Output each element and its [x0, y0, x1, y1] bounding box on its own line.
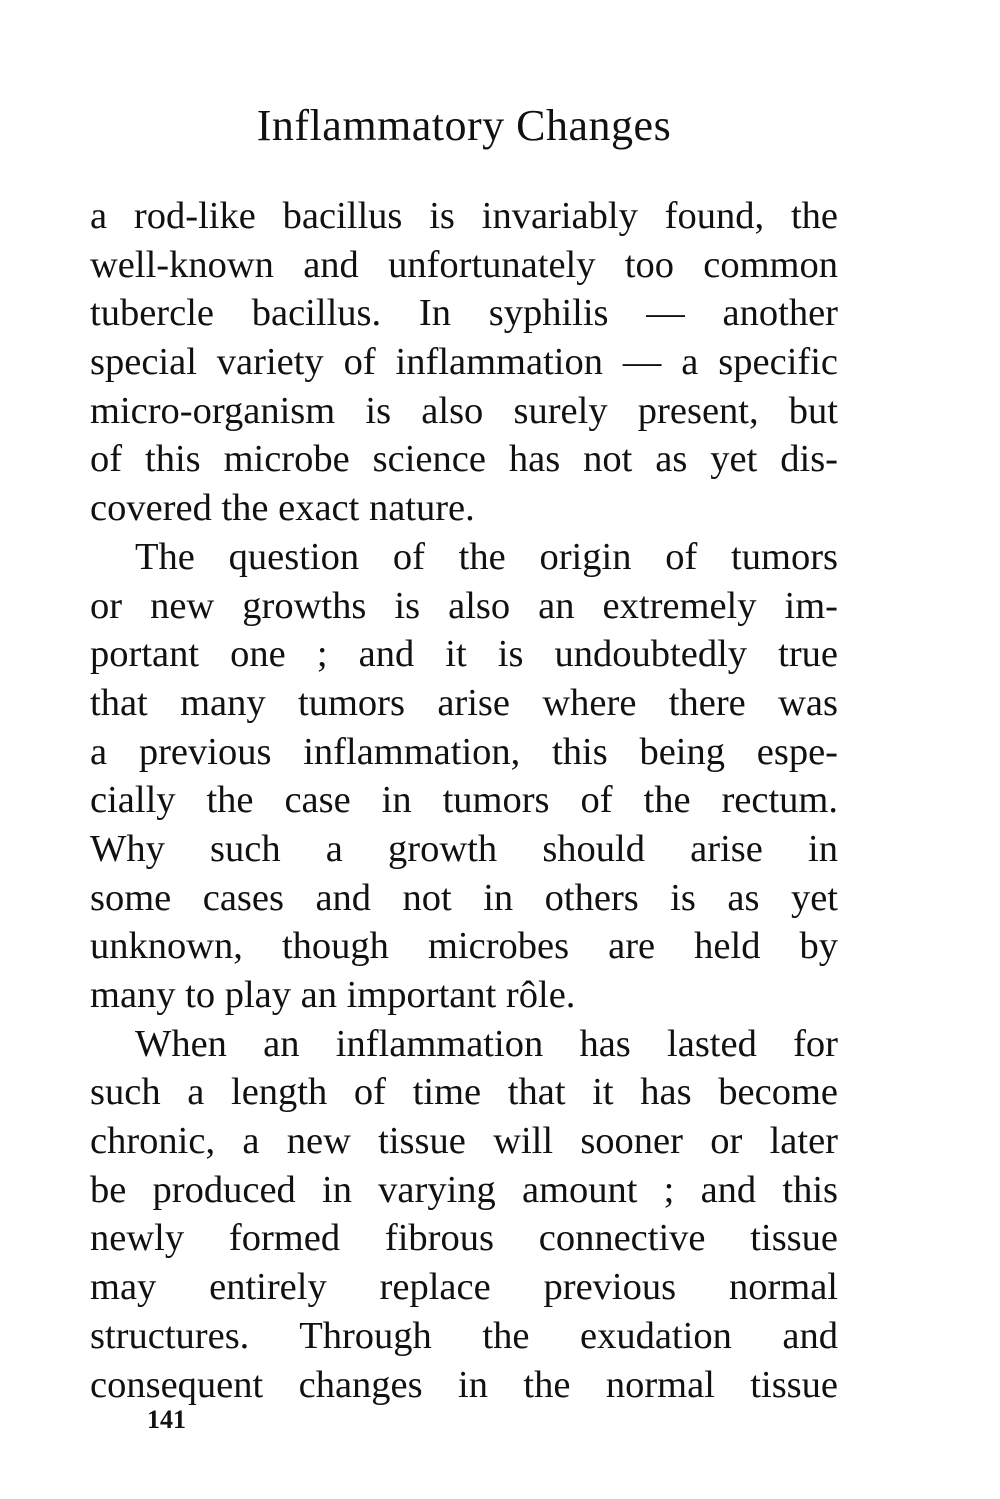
text-line: consequent changes in the normal tissue [90, 1363, 838, 1406]
text-line: cially the case in tumors of the rectum. [90, 779, 838, 822]
text-line: well-known and unfortunately too common [90, 243, 838, 286]
text-line: structures. Through the exudation and [90, 1314, 838, 1357]
text-line: portant one ; and it is undoubtedly true [90, 633, 838, 676]
text-line: may entirely replace previous normal [90, 1266, 838, 1309]
text-line: a rod-like bacillus is invariably found, the [90, 195, 838, 237]
text-line: micro-organism is also surely present, but [90, 389, 838, 432]
text-line: chronic, a new tissue will sooner or later [90, 1120, 838, 1163]
page-number: 141 [147, 1405, 186, 1434]
body-text [90, 192, 838, 1409]
text-line: of this microbe science has not as yet dis- [90, 438, 838, 481]
text-line: be produced in varying amount ; and this [90, 1168, 838, 1211]
paragraph-start-line: When an inflammation has lasted for [135, 1022, 838, 1065]
text-line: covered the exact nature. [90, 487, 475, 530]
text-line: many to play an important rôle. [90, 974, 576, 1016]
text-line: tubercle bacillus. In syphilis — another [90, 292, 838, 335]
text-line: such a length of time that it has become [90, 1071, 838, 1114]
running-head: Inflammatory Changes [256, 101, 672, 150]
text-line: newly formed fibrous connective tissue [90, 1217, 838, 1260]
paragraph-start-line: The question of the origin of tumors [135, 535, 838, 578]
text-line: special variety of inflammation — a specific [90, 341, 838, 384]
text-line: that many tumors arise where there was [90, 681, 838, 724]
text-line: unknown, though microbes are held by [90, 925, 838, 968]
text-line: or new growths is also an extremely im- [90, 584, 838, 627]
text-line: some cases and not in others is as yet [90, 876, 838, 919]
text-line: a previous inflammation, this being espe- [90, 730, 838, 773]
text-line: Why such a growth should arise in [90, 827, 838, 870]
